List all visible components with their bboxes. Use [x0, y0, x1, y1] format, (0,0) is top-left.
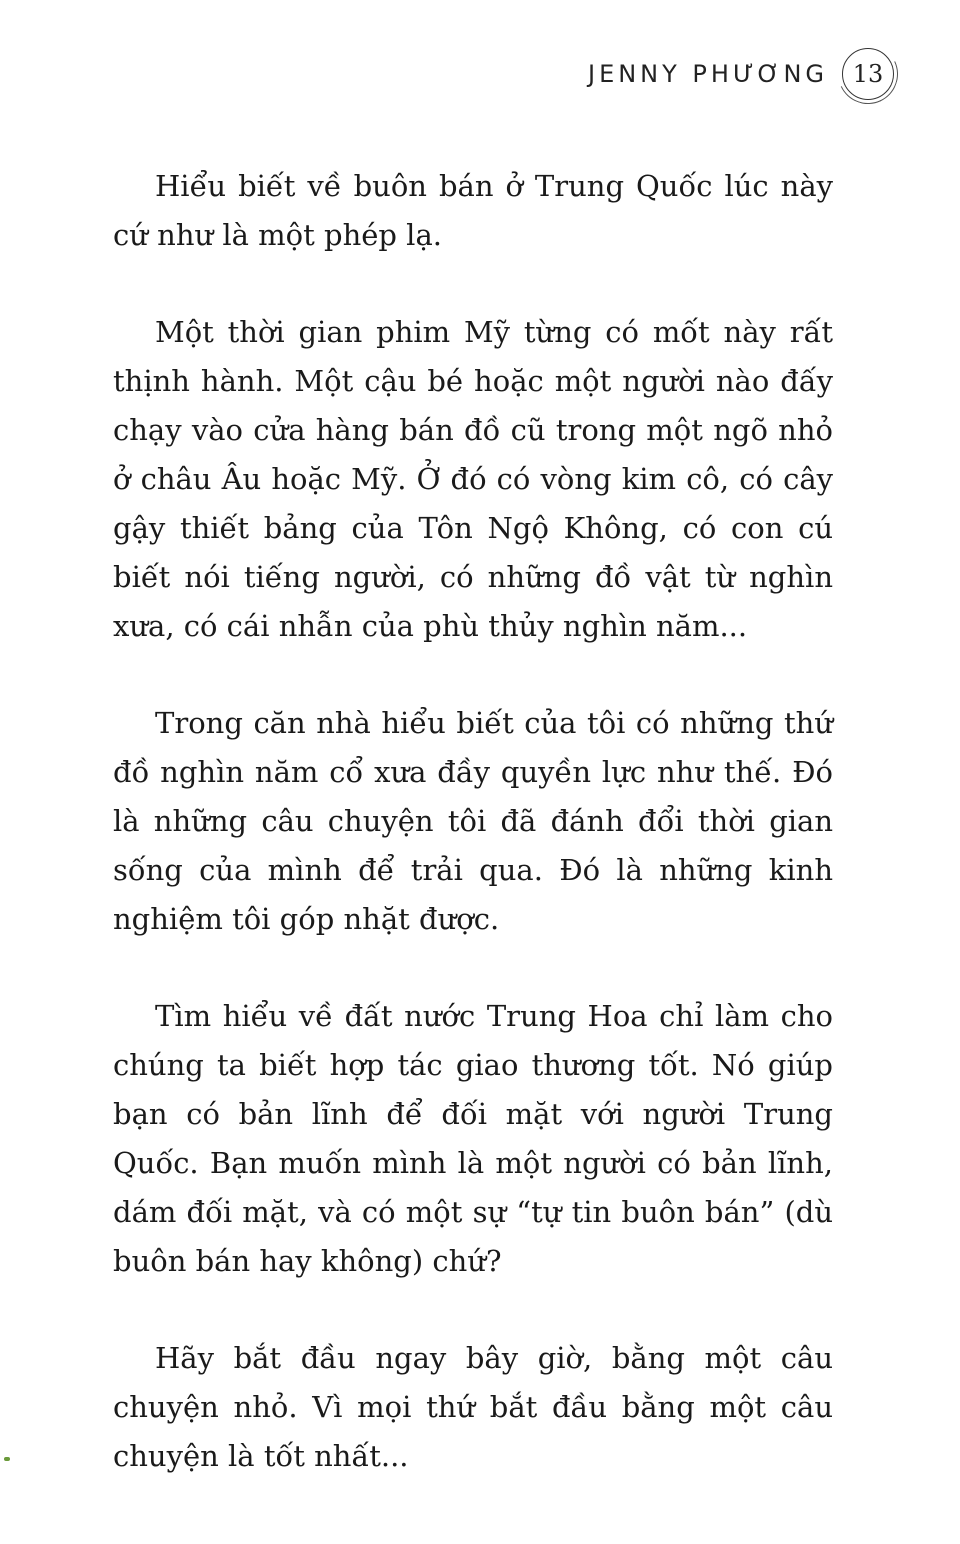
page-body	[113, 162, 833, 1529]
author-name: JENNY PHƯƠNG	[587, 60, 828, 88]
paragraph: Một thời gian phim Mỹ từng có mốt này rất thịnh hành. Một cậu bé hoặc một người nào đấy chạy vào cửa hàng bán đồ cũ trong một ngõ nhỏ ở châu Âu hoặc Mỹ. Ở đó có vòng kim cô, có cây gậy thiết bảng của Tôn Ngộ Không, có con cú biết nói tiếng người, có những đồ vật từ nghìn xưa, có cái nhẫn của phù thủy nghìn năm...	[113, 315, 833, 643]
running-header	[588, 48, 894, 100]
paragraph: Hiểu biết về buôn bán ở Trung Quốc lúc này cứ như là một phép lạ.	[113, 169, 833, 252]
page-number: 13	[842, 48, 894, 100]
paragraph: Tìm hiểu về đất nước Trung Hoa chỉ làm cho chúng ta biết hợp tác giao thương tốt. Nó giúp bạn có bản lĩnh để đối mặt với người Trung Quốc. Bạn muốn mình là một người có bản lĩnh, dám đối mặt, và có một sự “tự tin buôn bán” (dù buôn bán hay không) chứ?	[113, 999, 833, 1278]
paragraph: Trong căn nhà hiểu biết của tôi có những thứ đồ nghìn năm cổ xưa đầy quyền lực như thế. Đó là những câu chuyện tôi đã đánh đổi thời gian sống của mình để trải qua. Đó là những kinh nghiệm tôi góp nhặt được.	[113, 706, 833, 936]
paragraph: Hãy bắt đầu ngay bây giờ, bằng một câu chuyện nhỏ. Vì mọi thứ bắt đầu bằng một câu chuyện là tốt nhất...	[113, 1341, 833, 1473]
scan-speck	[4, 1457, 10, 1461]
